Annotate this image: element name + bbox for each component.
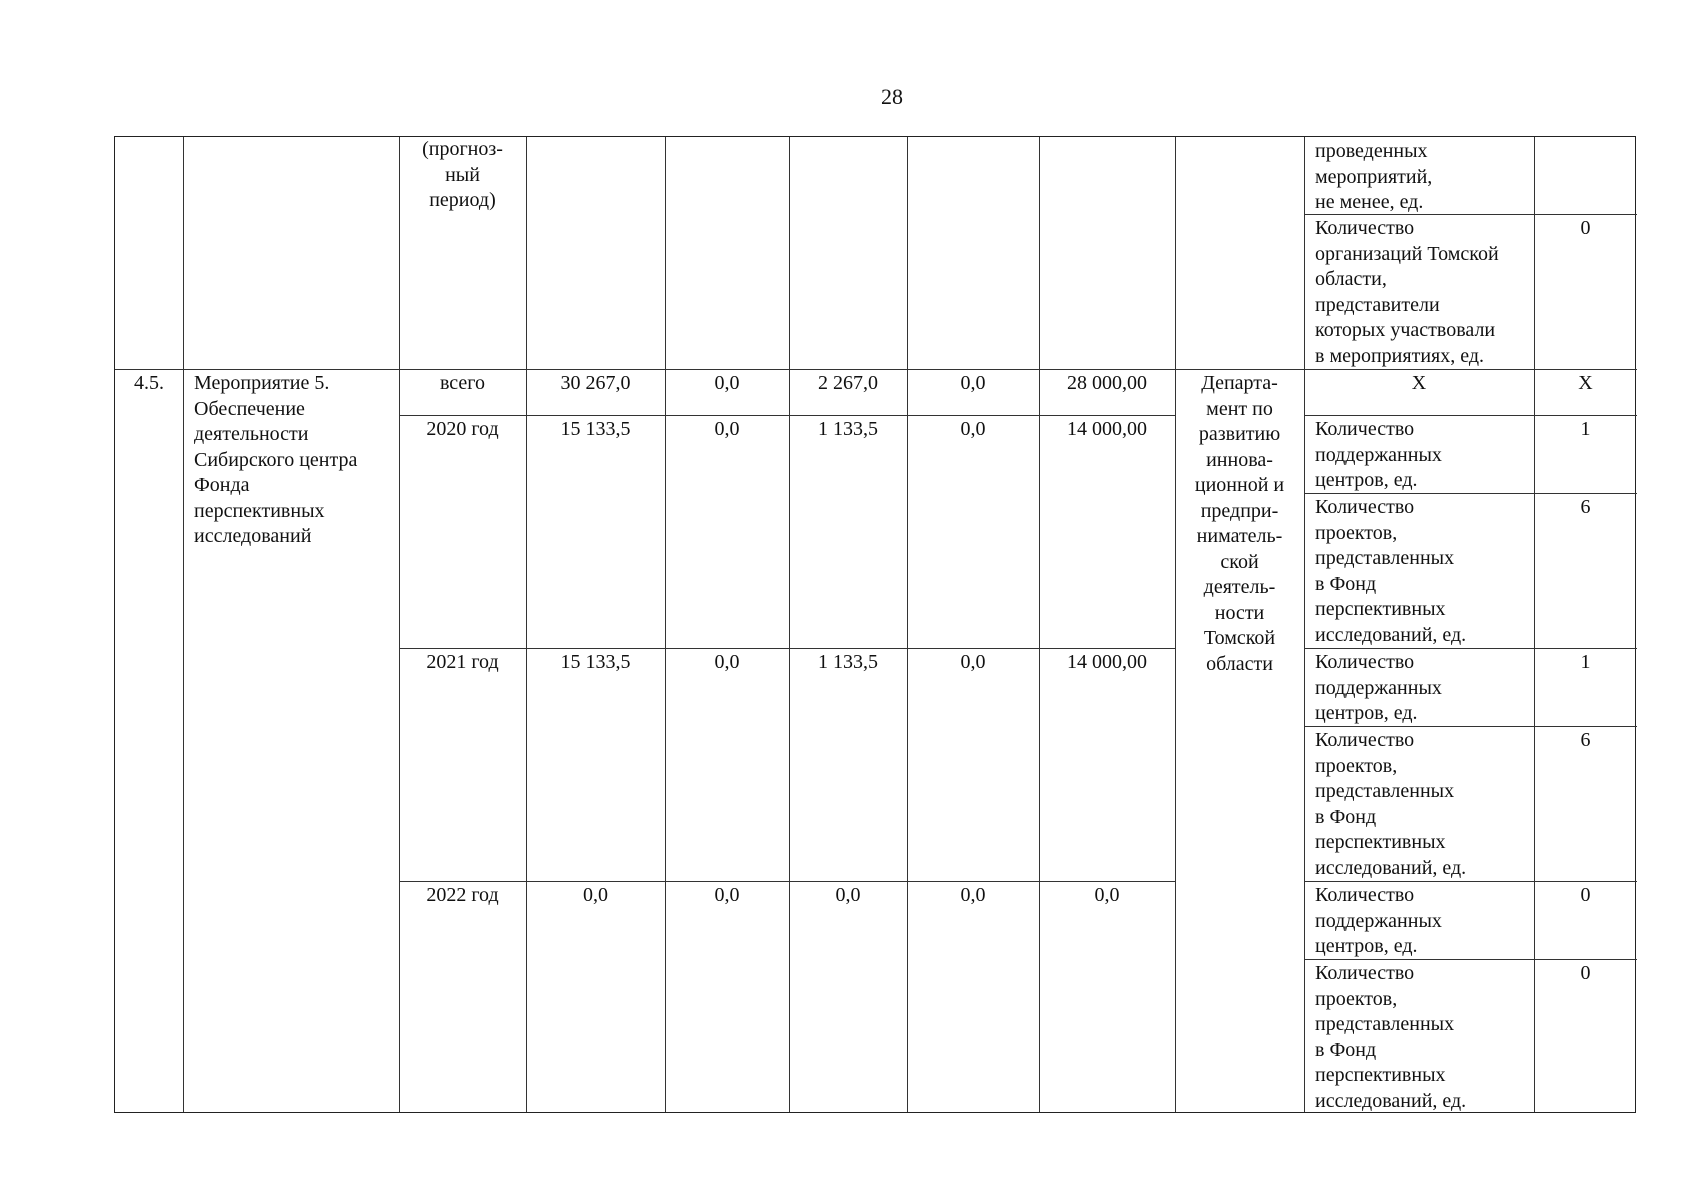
row-rule [399, 648, 1175, 649]
regional-cell: 2 267,0 [818, 372, 878, 394]
col-rule [907, 137, 908, 1112]
period-cell: 2022 год [426, 884, 499, 906]
col-rule [789, 137, 790, 1112]
other-cell: 14 000,00 [1067, 651, 1147, 673]
indicator-value: 1 [1580, 418, 1591, 440]
row-rule [399, 881, 1175, 882]
regional-cell: 1 133,5 [818, 651, 878, 673]
indicator-value: 0 [1580, 217, 1591, 239]
indicator-label: Количество организаций Томской области, представители которых участвовали в мероприятиях, ед. [1315, 217, 1499, 367]
federal-cell: 0,0 [714, 651, 740, 673]
item-name: Мероприятие 5. Обеспечение деятельности Сибирского центра Фонда перспективных исследований [194, 372, 358, 547]
indicator-value: 1 [1580, 651, 1591, 673]
federal-cell: 0,0 [714, 418, 740, 440]
period-cell: 2020 год [426, 418, 499, 440]
row-rule [399, 415, 1175, 416]
period-cell: всего [439, 372, 486, 394]
program-table [114, 136, 1636, 1113]
total-cell: 0,0 [583, 884, 608, 906]
row-rule [115, 369, 1637, 370]
indicator-label: Количество поддержанных центров, ед. [1315, 884, 1442, 957]
indicator-label: Количество проектов, представленных в Фонд перспективных исследований, ед. [1315, 962, 1467, 1112]
col-rule [399, 137, 400, 1112]
indicator-value: 6 [1580, 729, 1591, 751]
col-rule [665, 137, 666, 1112]
indicator-value: 6 [1580, 496, 1591, 518]
local-cell: 0,0 [960, 884, 986, 906]
total-cell: 30 267,0 [560, 372, 631, 394]
indicator-value: 0 [1580, 884, 1591, 906]
row-rule [1304, 415, 1637, 416]
indicator-label: Х [1411, 372, 1427, 394]
period-note: (прогноз- ный период) [422, 138, 503, 211]
col-rule [183, 137, 184, 1112]
federal-cell: 0,0 [714, 884, 740, 906]
indicator-label: Количество проектов, представленных в Фонд перспективных исследований, ед. [1315, 496, 1467, 646]
regional-cell: 0,0 [835, 884, 861, 906]
item-number: 4.5. [134, 372, 164, 394]
row-rule [1304, 881, 1637, 882]
federal-cell: 0,0 [714, 372, 740, 394]
indicator-label: проведенных мероприятий, не менее, ед. [1315, 140, 1433, 213]
other-cell: 28 000,00 [1067, 372, 1147, 394]
total-cell: 15 133,5 [560, 651, 631, 673]
indicator-label: Количество поддержанных центров, ед. [1315, 651, 1442, 724]
col-rule [1039, 137, 1040, 1112]
col-rule [1304, 137, 1305, 1112]
row-rule [1304, 648, 1637, 649]
local-cell: 0,0 [960, 651, 986, 673]
col-rule [526, 137, 527, 1112]
total-cell: 15 133,5 [560, 418, 631, 440]
page-number: 28 [881, 84, 903, 109]
indicator-label: Количество поддержанных центров, ед. [1315, 418, 1442, 491]
indicator-value: 0 [1580, 962, 1591, 984]
local-cell: 0,0 [960, 418, 986, 440]
indicator-value: Х [1578, 372, 1593, 394]
executor: Департа- мент по развитию иннова- ционной и предпри- ниматель- ской деятель- ности Томской области [1194, 372, 1285, 675]
regional-cell: 1 133,5 [818, 418, 878, 440]
other-cell: 14 000,00 [1067, 418, 1147, 440]
local-cell: 0,0 [960, 372, 986, 394]
other-cell: 0,0 [1094, 884, 1120, 906]
indicator-label: Количество проектов, представленных в Фонд перспективных исследований, ед. [1315, 729, 1467, 879]
period-cell: 2021 год [426, 651, 499, 673]
